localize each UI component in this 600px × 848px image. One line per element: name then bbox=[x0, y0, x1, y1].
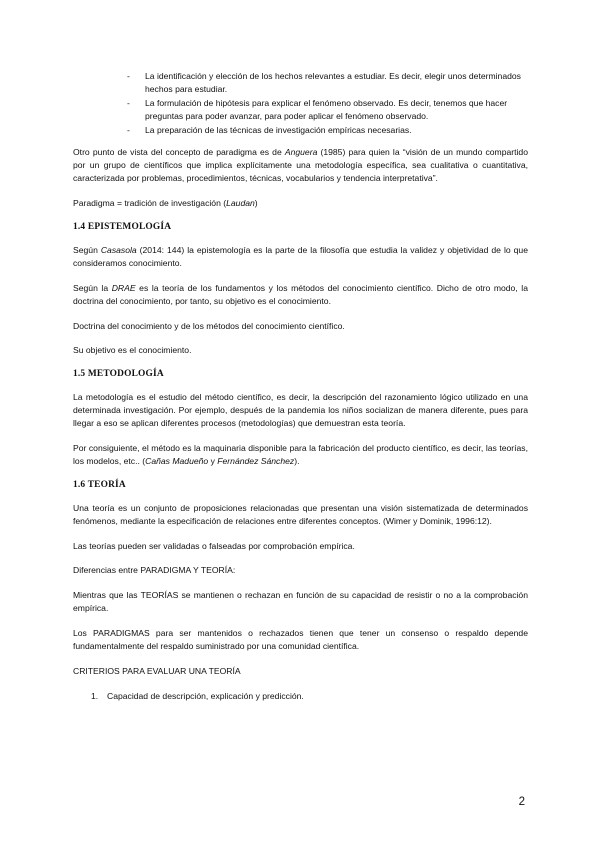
section-heading-epistemologia: 1.4 EPISTEMOLOGÍA bbox=[73, 222, 172, 233]
paradigmas-paragraph: Los PARADIGMAS para ser mantenidos o rechazados tienen que tener un consenso o respaldo depende fundamentalmente del respaldo suministrado por una comunidad científica. bbox=[73, 628, 528, 652]
criterios-heading: CRITERIOS PARA EVALUAR UNA TEORÍA bbox=[73, 665, 241, 676]
doctrina-paragraph: Doctrina del conocimiento y de los métodos del conocimiento científico. bbox=[73, 320, 345, 331]
author-citation: DRAE bbox=[111, 282, 136, 293]
section-heading-teoria: 1.6 TEORÍA bbox=[73, 479, 126, 490]
author-citation: Cañas Madueño bbox=[145, 455, 209, 466]
paradigma-definition: Paradigma = tradición de investigación (Laudan) bbox=[73, 198, 258, 209]
bullet-list bbox=[73, 70, 528, 136]
drae-paragraph: Según la DRAE es la teoría de los fundamentos y los métodos del conocimiento científico. Dicho de otro modo, la doctrina del conocimiento, por tanto, su objetivo es el conocimiento. bbox=[73, 282, 528, 306]
bullet-text: La preparación de las técnicas de investigación empíricas necesarias. bbox=[145, 124, 412, 135]
anguera-paragraph: Otro punto de vista del concepto de paradigma es de Anguera (1985) para quien la “visión de un mundo compartido por un grupo de científicos que implica explícitamente una metodología específica, sea cualitativa o cuantitativa, caracterizada por problemas, procedimientos, técnicas, vocabularios y tendencia interpretativa”. bbox=[73, 147, 528, 184]
list-item bbox=[73, 70, 528, 96]
diferencias-heading: Diferencias entre PARADIGMA Y TEORÍA: bbox=[73, 565, 236, 576]
author-citation: Fernández Sánchez bbox=[217, 455, 295, 466]
bullet-marker: - bbox=[127, 71, 130, 81]
author-citation: Laudan bbox=[226, 198, 255, 209]
section-heading-metodologia: 1.5 METODOLOGÍA bbox=[73, 369, 164, 380]
bullet-text: La formulación de hipótesis para explicar el fenómeno observado. Es decir, tenemos que hacer preguntas para poder avanzar, para poder aplicar el fenómeno observado. bbox=[145, 97, 508, 121]
list-number: 1. bbox=[91, 690, 99, 701]
author-citation: Casasola bbox=[100, 245, 137, 256]
list-text: Capacidad de descripción, explicación y predicción. bbox=[107, 690, 304, 701]
metodologia-paragraph: La metodología es el estudio del método científico, es decir, la descripción del razonamiento lógico utilizado en una determinada investigación. Por ejemplo, después de la pandemia los niños socializan de manera diferente, pues para llegar a eso se aplican diferentes procesos (metodologías) que demuestran esta teoría. bbox=[73, 392, 528, 429]
page-number: 2 bbox=[518, 796, 525, 808]
bullet-marker: - bbox=[127, 124, 130, 135]
list-item bbox=[73, 97, 528, 123]
teoria-definition-paragraph: Una teoría es un conjunto de proposiciones relacionadas que presentan una visión sistematizada de determinados fenómenos, mediante la especificación de relaciones entre diferentes conceptos. (Wimer y Dominik, 1996:12). bbox=[73, 502, 528, 526]
bullet-text: La identificación y elección de los hechos relevantes a estudiar. Es decir, elegir unos determinados hechos para estudiar. bbox=[145, 71, 521, 94]
casasola-paragraph: Según Casasola (2014: 144) la epistemología es la parte de la filosofía que estudia la validez y objetividad de lo que consideramos conocimiento. bbox=[73, 245, 528, 268]
objetivo-paragraph: Su objetivo es el conocimiento. bbox=[73, 345, 192, 356]
author-citation: Anguera bbox=[284, 147, 318, 158]
teoria-validation-paragraph: Las teorías pueden ser validadas o falseadas por comprobación empírica. bbox=[73, 540, 355, 551]
list-item bbox=[73, 124, 528, 137]
bullet-marker: - bbox=[127, 97, 130, 108]
document-page bbox=[73, 70, 528, 703]
metodo-paragraph: Por consiguiente, el método es la maquinaria disponible para la fabricación del producto científico, es decir, las teorías, los modelos, etc.. (Cañas Madueño y Fernández Sánchez). bbox=[73, 443, 528, 466]
criterios-list bbox=[73, 690, 528, 703]
teorias-paragraph: Mientras que las TEORÍAS se mantienen o rechazan en función de su capacidad de resistir o no a la comprobación empírica. bbox=[73, 590, 528, 614]
list-item bbox=[73, 690, 528, 703]
